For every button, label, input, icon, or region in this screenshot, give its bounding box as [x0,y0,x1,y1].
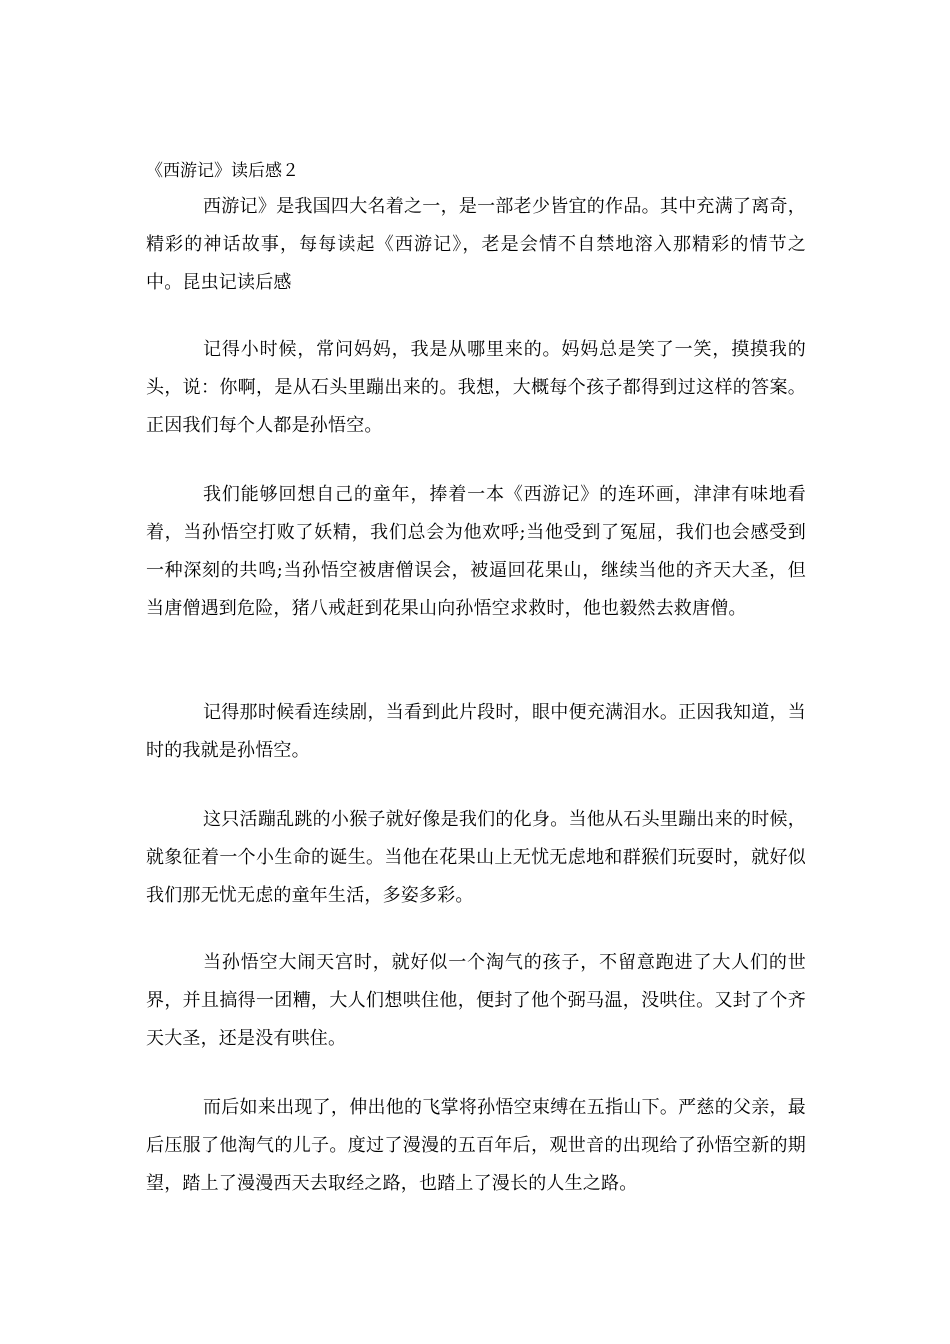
paragraph-5: 这只活蹦乱跳的小猴子就好像是我们的化身。当他从石头里蹦出来的时候，就象征着一个小生命的诞生。当他在花果山上无忧无虑地和群猴们玩耍时，就好似我们那无忧无虑的童年生活，多姿多彩。 [146,809,806,906]
paragraph-4: 记得那时候看连续剧，当看到此片段时，眼中便充满泪水。正因我知道，当时的我就是孙悟空。 [146,702,806,761]
document-title: 《西游记》读后感２ [146,161,299,181]
paragraph-7: 而后如来出现了，伸出他的飞掌将孙悟空束缚在五指山下。严慈的父亲，最后压服了他淘气的儿子。度过了漫漫的五百年后，观世音的出现给了孙悟空新的期望，踏上了漫漫西天去取经之路，也踏上了漫长的人生之路。 [146,1097,806,1194]
paragraph-2: 记得小时候，常问妈妈，我是从哪里来的。妈妈总是笑了一笑，摸摸我的头，说：你啊，是从石头里蹦出来的。我想，大概每个孩子都得到过这样的答案。正因我们每个人都是孙悟空。 [146,339,806,436]
paragraph-6: 当孙悟空大闹天宫时，就好似一个淘气的孩子，不留意跑进了大人们的世界，并且搞得一团糟，大人们想哄住他，便封了他个弼马温，没哄住。又封了个齐天大圣，还是没有哄住。 [146,952,806,1049]
paragraph-1: 西游记》是我国四大名着之一，是一部老少皆宜的作品。其中充满了离奇，精彩的神话故事，每每读起《西游记》，老是会情不自禁地溶入那精彩的情节之中。昆虫记读后感 [146,196,806,293]
paragraph-3: 我们能够回想自己的童年，捧着一本《西游记》的连环画，津津有味地看着，当孙悟空打败了妖精，我们总会为他欢呼;当他受到了冤屈，我们也会感受到一种深刻的共鸣;当孙悟空被唐僧误会，被逼回花果山，继续当他的齐天大圣，但当唐僧遇到危险，猪八戒赶到花果山向孙悟空求救时，他也毅然去救唐僧。 [146,484,806,619]
